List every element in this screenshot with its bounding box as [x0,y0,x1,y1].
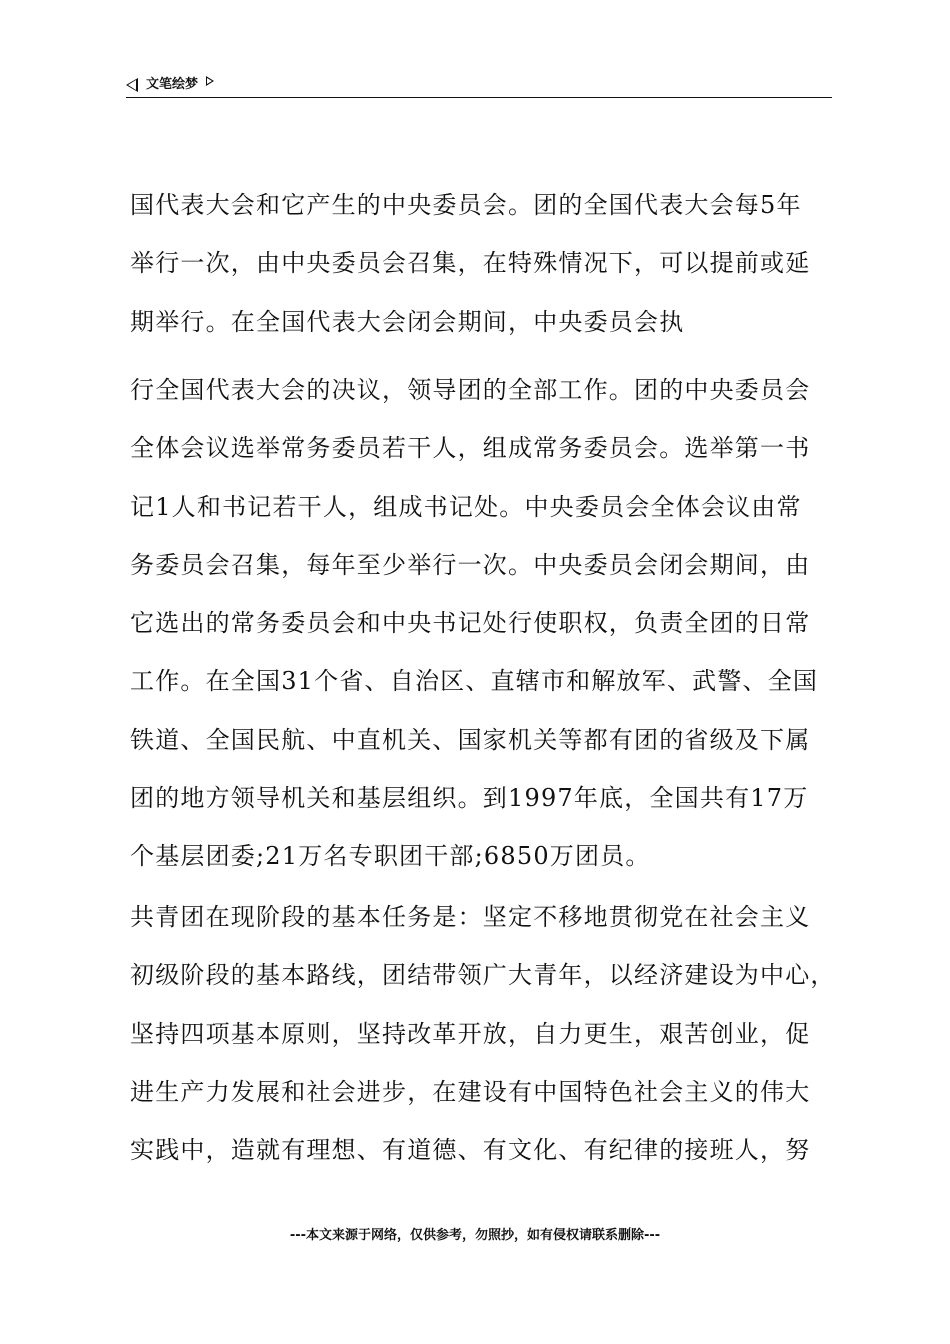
text-line: 实践中，造就有理想、有道德、有文化、有纪律的接班人，努 [130,1136,811,1165]
text-line: 期举行。在全国代表大会闭会期间，中央委员会执 [130,307,685,336]
paragraph-2 [130,361,830,886]
triangle-left-icon [126,78,138,92]
header-divider [126,97,832,98]
text-line: 初级阶段的基本路线，团结带领广大青年，以经济建设为中心， [130,961,836,990]
text-line: 全体会议选举常务委员若干人，组成常务委员会。选举第一书 [130,434,811,463]
text-line: 坚持四项基本原则，坚持改革开放，自力更生，艰苦创业，促 [130,1019,811,1048]
text-line: 团的地方领导机关和基层组织。到1997年底，全国共有17万 [130,784,809,813]
paragraph-3 [130,888,836,1179]
text-line: 共青团在现阶段的基本任务是：坚定不移地贯彻党在社会主义 [130,903,811,931]
header-title: 文笔绘梦 [146,77,199,92]
triangle-right-icon [206,76,214,86]
text-line: 国代表大会和它产生的中央委员会。团的全国代表大会每5年 [130,191,802,219]
text-line: 举行一次，由中央委员会召集，在特殊情况下，可以提前或延 [130,249,811,278]
text-line: 铁道、全国民航、中直机关、国家机关等都有团的省级及下属 [130,725,811,754]
text-line: 务委员会召集，每年至少举行一次。中央委员会闭会期间，由 [130,550,811,579]
page-header [126,74,832,96]
text-line: 工作。在全国31个省、自治区、直辖市和解放军、武警、全国 [130,667,819,696]
text-line: 行全国代表大会的决议，领导团的全部工作。团的中央委员会 [130,376,811,404]
text-line: 个基层团委;21万名专职团干部;6850万团员。 [130,842,651,871]
text-line: 进生产力发展和社会进步，在建设有中国特色社会主义的伟大 [130,1077,811,1106]
text-line: 它选出的常务委员会和中央书记处行使职权，负责全团的日常 [130,609,811,638]
paragraph-1 [130,176,830,351]
text-line: 记1人和书记若干人，组成书记处。中央委员会全体会议由常 [130,492,802,521]
page-footer: ---本文来源于网络，仅供参考，勿照抄，如有侵权请联系删除--- [289,1228,661,1243]
